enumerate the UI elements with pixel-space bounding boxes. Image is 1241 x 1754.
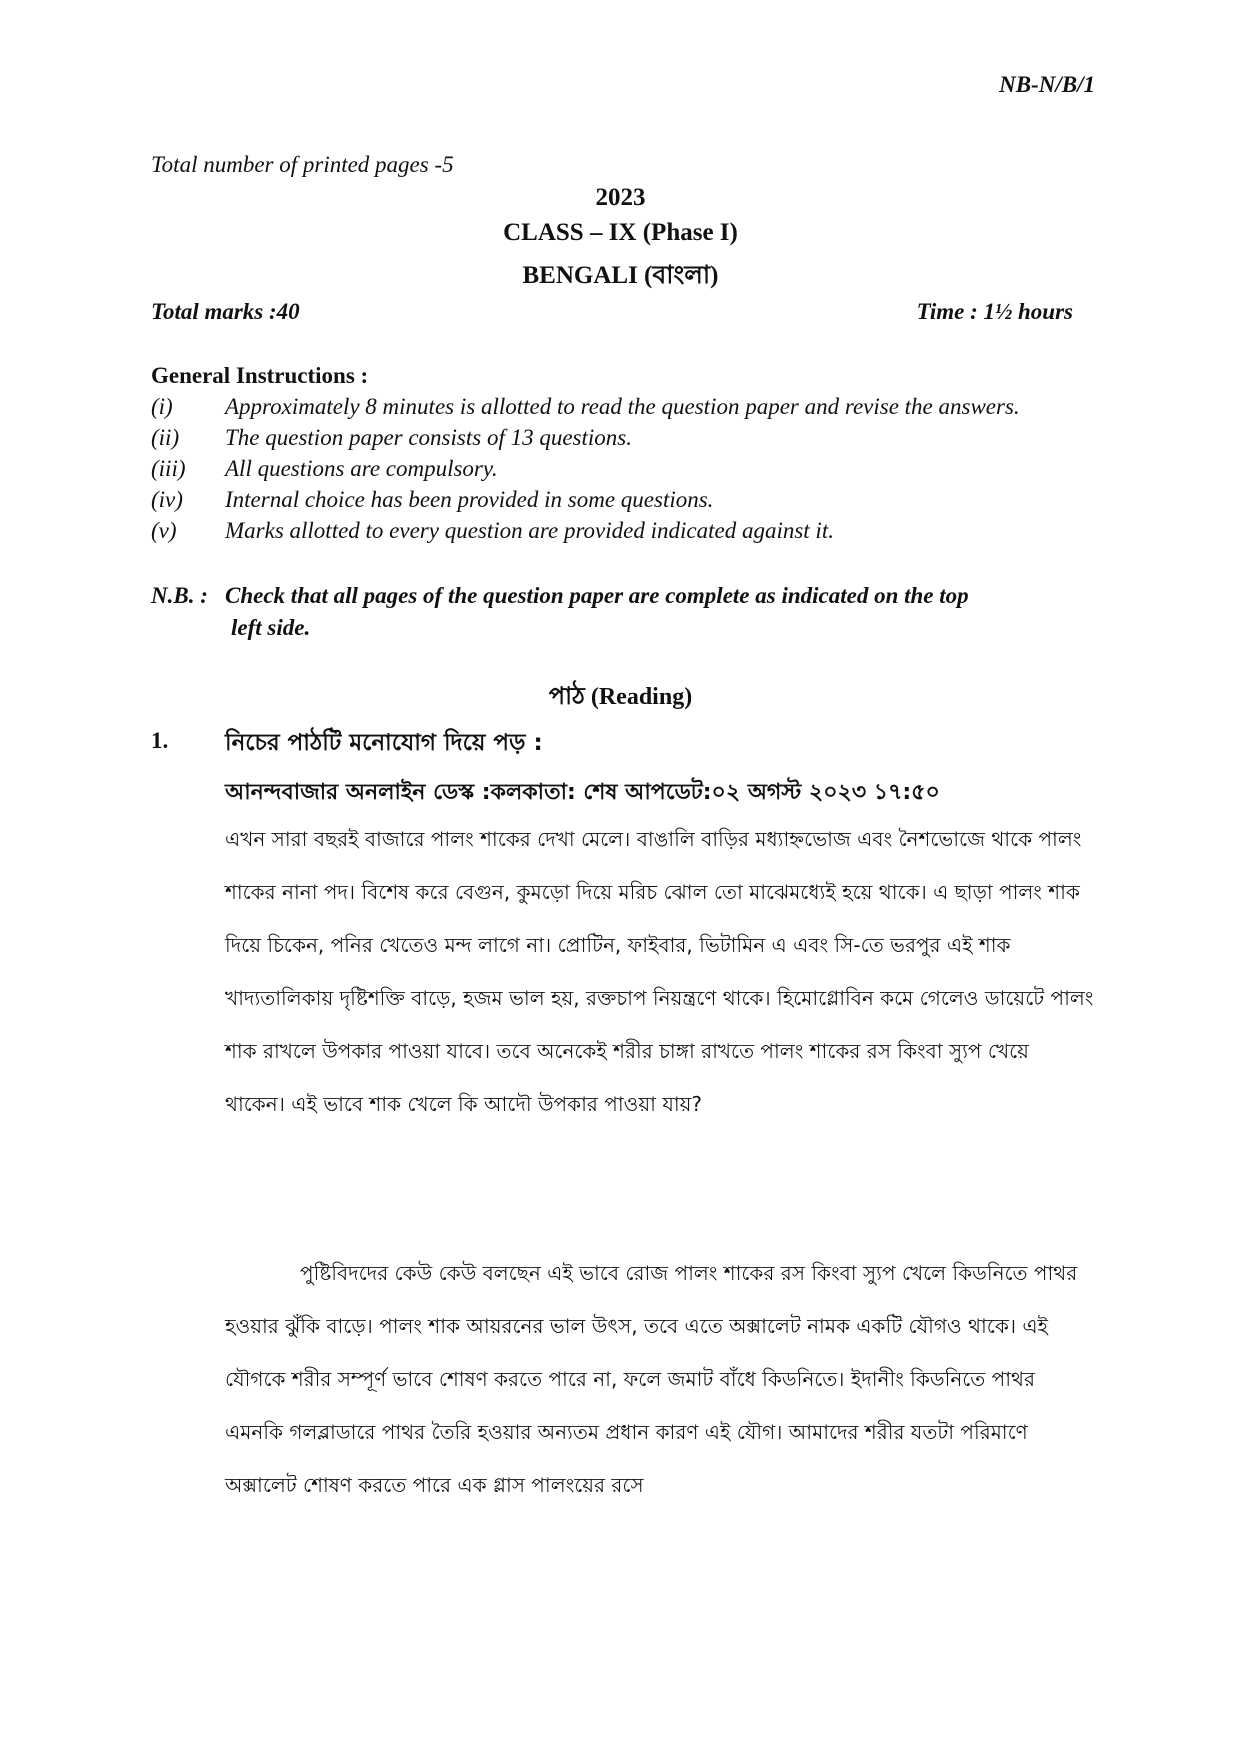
exam-subject: BENGALI (বাংলা): [522, 262, 719, 289]
instruction-number: (ii): [151, 425, 180, 450]
total-marks: Total marks :40: [151, 299, 300, 324]
instruction-number: (v): [151, 518, 177, 543]
instructions-heading: General Instructions :: [151, 363, 369, 388]
instruction-text: Approximately 8 minutes is allotted to read the question paper and revise the answers.: [225, 394, 1020, 419]
exam-year: 2023: [595, 184, 646, 211]
nb-note: [151, 580, 969, 644]
instruction-item: [151, 456, 498, 482]
nb-label: N.B. :: [151, 583, 208, 608]
printed-pages-note: Total number of printed pages -5: [151, 152, 454, 177]
passage-source: আনন্দবাজার অনলাইন ডেস্ক :কলকাতা: শেষ আপডেট:০২ অগস্ট ২০২৩ ১৭:৫০: [225, 780, 940, 805]
exam-time: Time : 1½ hours: [916, 299, 1073, 324]
section-title: পাঠ (Reading): [548, 684, 693, 710]
instruction-text: The question paper consists of 13 questions.: [225, 425, 632, 450]
exam-class: CLASS – IX (Phase I): [503, 219, 738, 246]
instruction-text: Marks allotted to every question are provided indicated against it.: [225, 518, 834, 543]
passage-paragraph-1: এখন সারা বছরই বাজারে পালং শাকের দেখা মেলে। বাঙালি বাড়ির মধ্যাহ্নভোজ এবং নৈশভোজে থাকে পালং শাকের নানা পদ। বিশেষ করে বেগুন, কুমড়ো দিয়ে মরিচ ঝোল তো মাঝেমধ্যেই হয়ে থাকে। এ ছাড়া পালং শাক দিয়ে চিকেন, পনির খেতেও মন্দ লাগে না। প্রোটিন, ফাইবার, ভিটামিন এ এবং সি-তে ভরপুর এই শাক খাদ্যতালিকায় দৃষ্টিশক্তি বাড়ে, হজম ভাল হয়, রক্তচাপ নিয়ন্ত্রণে থাকে। হিমোগ্লোবিন কমে গেলেও ডায়েটে পালং শাক রাখলে উপকার পাওয়া যাবে। তবে অনেকেই শরীর চাঙ্গা রাখতে পালং শাকের রস কিংবা স্যুপ খেয়ে থাকেন। এই ভাবে শাক খেলে কি আদৌ উপকার পাওয়া যায়?: [225, 827, 1094, 1116]
instruction-number: (i): [151, 394, 173, 419]
nb-line-1: Check that all pages of the question paper are complete as indicated on the top: [225, 583, 969, 608]
instruction-item: [151, 487, 713, 513]
instruction-number: (iv): [151, 487, 183, 512]
instruction-item: [151, 425, 632, 451]
paper-code: NB-N/B/1: [999, 72, 1095, 97]
question-prompt: নিচের পাঠটি মনোযোগ দিয়ে পড় :: [225, 730, 543, 756]
instruction-text: Internal choice has been provided in some questions.: [225, 487, 714, 512]
instruction-item: [151, 518, 834, 544]
instruction-item: [151, 394, 1020, 420]
instruction-number: (iii): [151, 456, 186, 481]
instruction-text: All questions are compulsory.: [225, 456, 498, 481]
passage-paragraph-2: পুষ্টিবিদদের কেউ কেউ বলছেন এই ভাবে রোজ পালং শাকের রস কিংবা স্যুপ খেলে কিডনিতে পাথর হওয়ার ঝুঁকি বাড়ে। পালং শাক আয়রনের ভাল উৎস, তবে এতে অক্সালেট নামক একটি যৌগও থাকে। এই যৌগকে শরীর সম্পূর্ণ ভাবে শোষণ করতে পারে না, ফলে জমাট বাঁধে কিডনিতে। ইদানীং কিডনিতে পাথর এমনকি গলব্লাডারে পাথর তৈরি হওয়ার অন্যতম প্রধান কারণ এই যৌগ। আমাদের শরীর যতটা পরিমাণে অক্সালেট শোষণ করতে পারে এক গ্লাস পালংয়ের রসে: [225, 1261, 1078, 1497]
question-number: 1.: [151, 728, 169, 753]
nb-line-2: left side.: [231, 615, 311, 640]
